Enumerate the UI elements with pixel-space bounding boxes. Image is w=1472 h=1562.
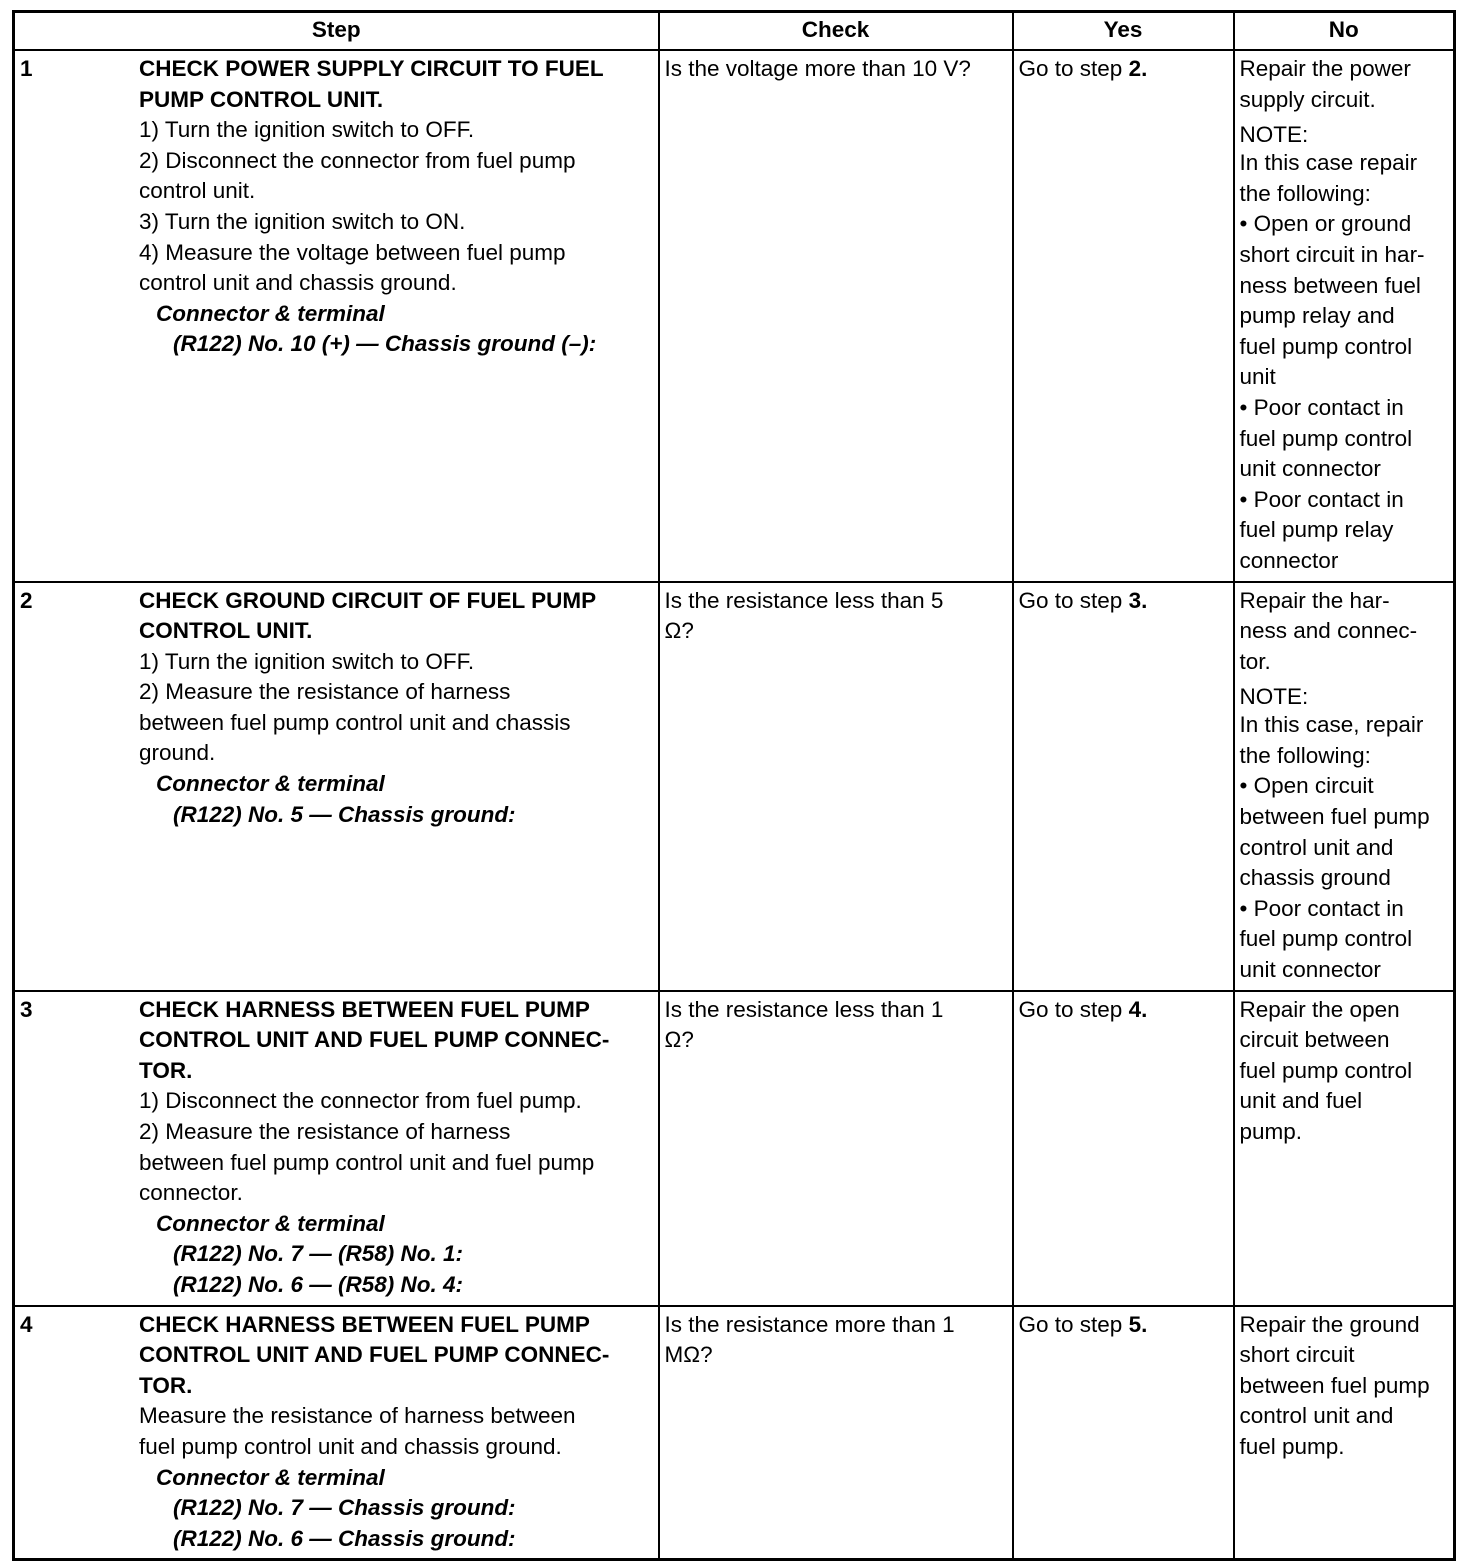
no-cell <box>1234 50 1455 582</box>
no-text-line: Repair the har- <box>1239 587 1390 613</box>
no-text-line: Repair the power <box>1239 56 1411 81</box>
step-number: 1 <box>20 56 33 81</box>
terminal-spec: (R122) No. 10 (+) — Chassis ground (–): <box>173 331 597 357</box>
yes-cell <box>1013 1306 1234 1560</box>
instruction-line: connector. <box>139 1180 243 1206</box>
yes-step-ref: 5. <box>1128 1311 1148 1337</box>
bullet-line: between fuel pump <box>1239 804 1430 830</box>
check-question-line: Is the resistance less than 5 <box>664 587 944 613</box>
bullet-line: • Open circuit <box>1239 773 1374 799</box>
step-title-line: TOR. <box>139 1057 193 1083</box>
bullet-line: • Open or ground <box>1239 211 1412 237</box>
no-text-line: unit and fuel <box>1239 1088 1363 1114</box>
yes-prefix: Go to step <box>1018 1311 1129 1337</box>
check-question-line: Is the resistance more than 1 <box>664 1311 955 1337</box>
bullet-line: fuel pump control <box>1239 926 1413 952</box>
note-label: NOTE: <box>1239 122 1309 148</box>
connector-terminal-label: Connector & terminal <box>156 771 385 797</box>
yes-step-ref: 2. <box>1128 56 1148 81</box>
check-question-line: Ω? <box>664 618 694 644</box>
bullet-line: • Poor contact in <box>1239 895 1404 921</box>
instruction-line: 1) Disconnect the connector from fuel pump. <box>139 1088 582 1114</box>
instruction-line: between fuel pump control unit and chassis <box>139 709 571 735</box>
connector-terminal-label: Connector & terminal <box>156 300 385 326</box>
step-title-line: PUMP CONTROL UNIT. <box>139 86 384 112</box>
note-line: the following: <box>1239 180 1371 206</box>
terminal-spec: (R122) No. 5 — Chassis ground: <box>173 801 516 827</box>
document-page <box>12 10 1455 1561</box>
check-question: Is the voltage more than 10 V? <box>664 56 971 81</box>
header-step: Step <box>14 12 659 51</box>
bullet-line: • Poor contact in <box>1239 486 1404 512</box>
bullet-line: short circuit in har- <box>1239 241 1425 267</box>
step-body <box>139 1310 652 1555</box>
bullet-line: connector <box>1239 547 1339 573</box>
no-text-line: supply circuit. <box>1239 86 1376 112</box>
check-cell <box>659 991 1013 1306</box>
instruction-line: Measure the resistance of harness between <box>139 1403 576 1429</box>
check-cell <box>659 582 1013 991</box>
yes-step-ref: 4. <box>1128 996 1148 1022</box>
no-text-line: Repair the ground <box>1239 1311 1420 1337</box>
bullet-line: unit <box>1239 364 1276 390</box>
instruction-line: between fuel pump control unit and fuel pump <box>139 1149 595 1175</box>
terminal-spec: (R122) No. 6 — (R58) No. 4: <box>173 1271 464 1297</box>
step-cell <box>14 582 659 991</box>
step-cell <box>14 1306 659 1560</box>
step-number: 4 <box>20 1311 33 1337</box>
yes-prefix: Go to step <box>1018 56 1129 81</box>
step-title-line: CHECK GROUND CIRCUIT OF FUEL PUMP <box>139 587 597 613</box>
check-question-line: Is the resistance less than 1 <box>664 996 944 1022</box>
bullet-line: • Poor contact in <box>1239 394 1404 420</box>
bullet-line: fuel pump control <box>1239 333 1413 359</box>
step-title-line: TOR. <box>139 1372 193 1398</box>
step-title-line: CONTROL UNIT AND FUEL PUMP CONNEC- <box>139 1027 610 1053</box>
note-line: In this case repair <box>1239 150 1418 176</box>
check-question-line: Ω? <box>664 1027 694 1053</box>
bullet-line: unit connector <box>1239 957 1381 983</box>
step-body <box>139 995 652 1301</box>
terminal-spec: (R122) No. 7 — Chassis ground: <box>173 1495 516 1521</box>
no-text-line: fuel pump. <box>1239 1433 1345 1459</box>
step-number: 3 <box>20 996 33 1022</box>
no-text-line: control unit and <box>1239 1403 1394 1429</box>
header-yes: Yes <box>1013 12 1234 51</box>
instruction-line: 3) Turn the ignition switch to ON. <box>139 208 466 234</box>
yes-cell <box>1013 50 1234 582</box>
instruction-line: control unit and chassis ground. <box>139 270 457 296</box>
terminal-spec: (R122) No. 7 — (R58) No. 1: <box>173 1241 464 1267</box>
note-line: In this case, repair <box>1239 712 1424 738</box>
no-cell <box>1234 1306 1455 1560</box>
no-text-line: fuel pump control <box>1239 1057 1413 1083</box>
table-row <box>14 582 1455 991</box>
bullet-line: fuel pump control <box>1239 425 1413 451</box>
instruction-line: 2) Disconnect the connector from fuel pump <box>139 147 576 173</box>
instruction-line: ground. <box>139 740 216 766</box>
no-text-line: tor. <box>1239 648 1271 674</box>
no-text-line: between fuel pump <box>1239 1372 1430 1398</box>
instruction-line: fuel pump control unit and chassis ground. <box>139 1433 562 1459</box>
bullet-line: unit connector <box>1239 456 1381 482</box>
step-title-line: CHECK HARNESS BETWEEN FUEL PUMP <box>139 996 590 1022</box>
yes-cell <box>1013 582 1234 991</box>
no-cell <box>1234 991 1455 1306</box>
no-cell <box>1234 582 1455 991</box>
table-row <box>14 50 1455 582</box>
step-title-line: CHECK POWER SUPPLY CIRCUIT TO FUEL <box>139 56 604 81</box>
instruction-line: control unit. <box>139 178 256 204</box>
instruction-line: 2) Measure the resistance of harness <box>139 679 511 705</box>
step-title-line: CHECK HARNESS BETWEEN FUEL PUMP <box>139 1311 590 1337</box>
step-cell <box>14 50 659 582</box>
bullet-line: control unit and <box>1239 834 1394 860</box>
step-number: 2 <box>20 587 33 613</box>
step-title-line: CONTROL UNIT. <box>139 618 313 644</box>
header-no: No <box>1234 12 1455 51</box>
yes-step-ref: 3. <box>1128 587 1148 613</box>
yes-prefix: Go to step <box>1018 587 1129 613</box>
no-text-line: circuit between <box>1239 1027 1390 1053</box>
no-text-line: ness and connec- <box>1239 618 1418 644</box>
instruction-line: 1) Turn the ignition switch to OFF. <box>139 117 475 143</box>
note-label: NOTE: <box>1239 684 1309 710</box>
header-check: Check <box>659 12 1013 51</box>
instruction-line: 2) Measure the resistance of harness <box>139 1119 511 1144</box>
bullet-line: chassis ground <box>1239 865 1391 891</box>
bullet-line: pump relay and <box>1239 303 1395 329</box>
no-text-line: pump. <box>1239 1119 1303 1144</box>
step-body <box>139 586 652 831</box>
step-body <box>139 54 652 360</box>
step-cell <box>14 991 659 1306</box>
step-title-line: CONTROL UNIT AND FUEL PUMP CONNEC- <box>139 1342 610 1368</box>
no-text-line: Repair the open <box>1239 996 1400 1022</box>
connector-terminal-label: Connector & terminal <box>156 1464 385 1490</box>
header-row <box>14 12 1455 51</box>
table-row <box>14 1306 1455 1560</box>
instruction-line: 1) Turn the ignition switch to OFF. <box>139 648 475 674</box>
check-cell <box>659 1306 1013 1560</box>
yes-cell <box>1013 991 1234 1306</box>
terminal-spec: (R122) No. 6 — Chassis ground: <box>173 1525 516 1551</box>
diagnostic-table <box>12 10 1456 1561</box>
table-row <box>14 991 1455 1306</box>
no-text-line: short circuit <box>1239 1342 1355 1368</box>
bullet-line: fuel pump relay <box>1239 517 1394 543</box>
instruction-line: 4) Measure the voltage between fuel pump <box>139 239 566 265</box>
bullet-line: ness between fuel <box>1239 272 1421 298</box>
check-question-line: MΩ? <box>664 1342 713 1368</box>
yes-prefix: Go to step <box>1018 996 1129 1022</box>
check-cell <box>659 50 1013 582</box>
connector-terminal-label: Connector & terminal <box>156 1210 385 1236</box>
note-line: the following: <box>1239 742 1371 768</box>
